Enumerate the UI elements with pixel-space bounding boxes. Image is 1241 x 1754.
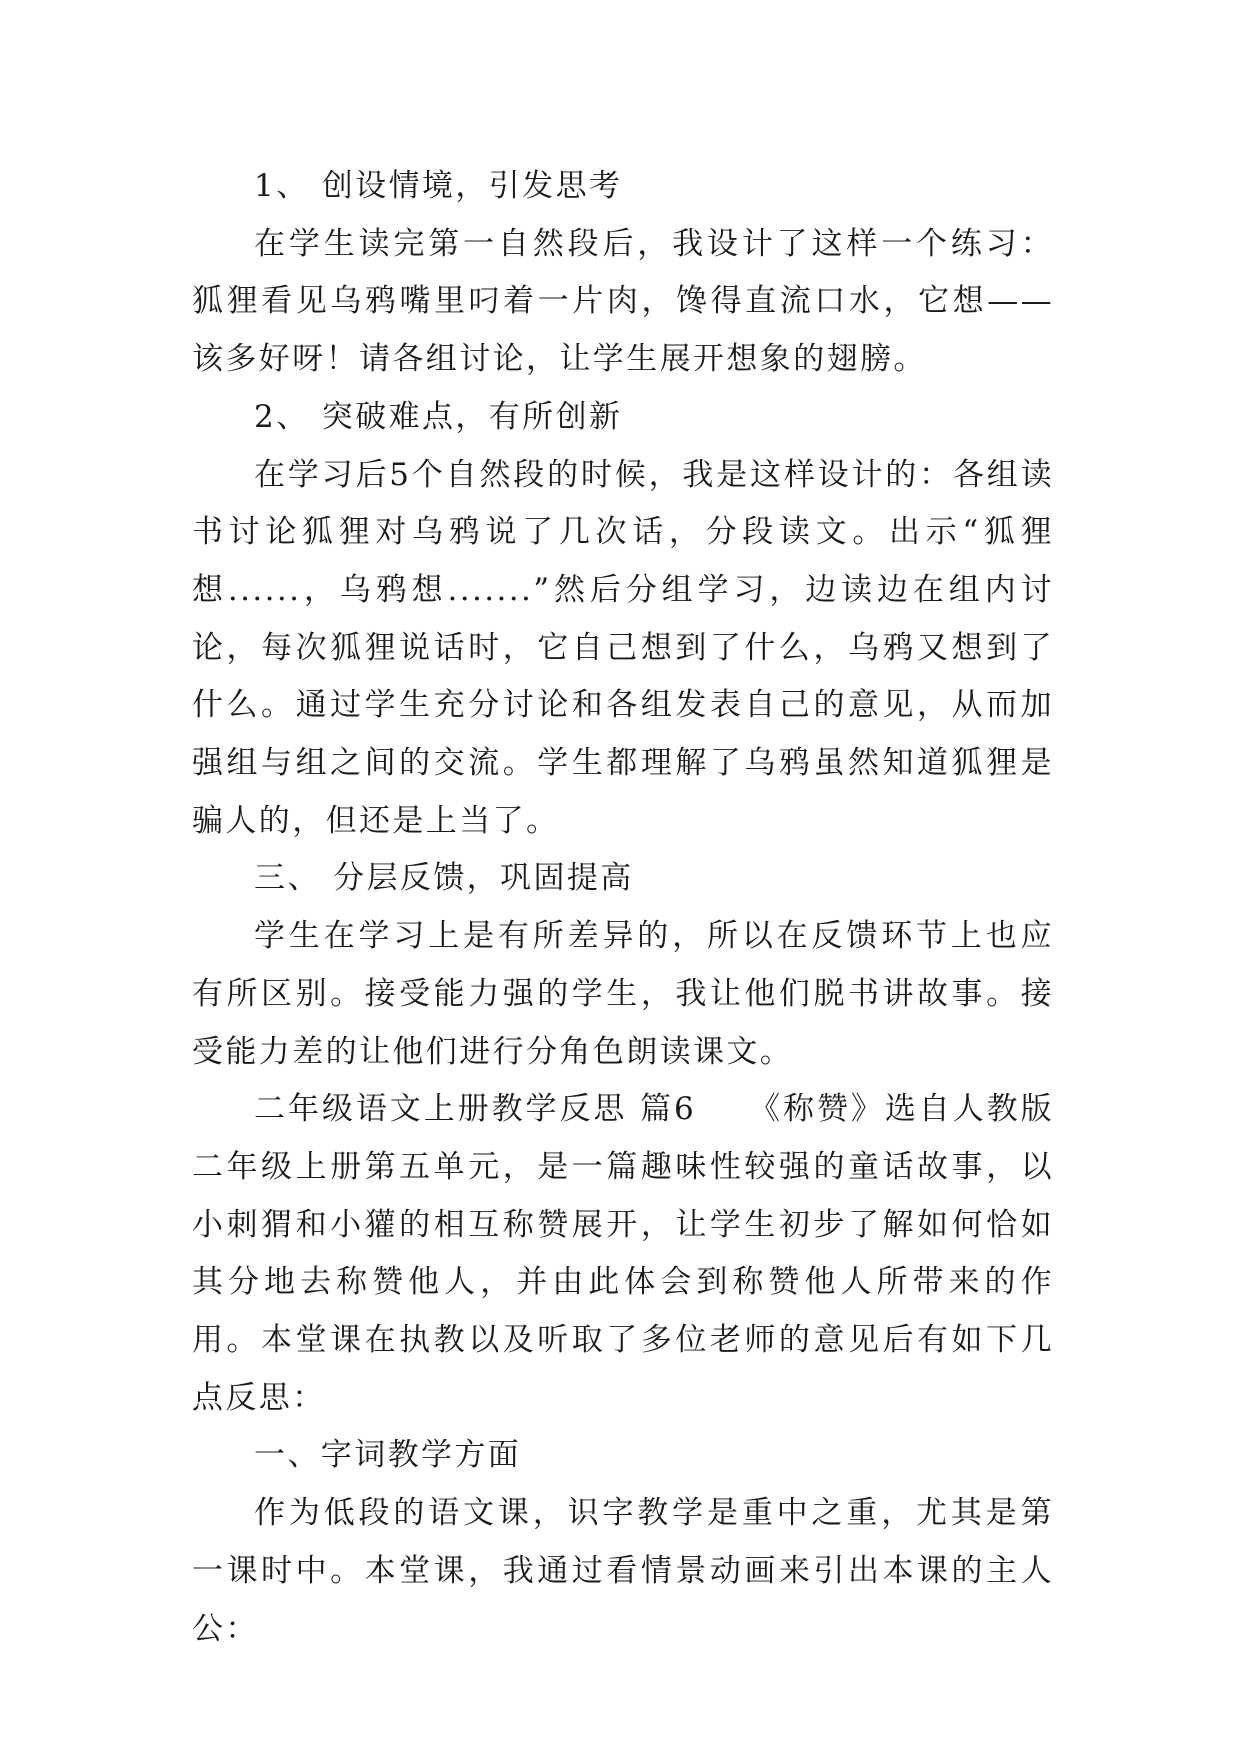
paragraph-2: 在学习后5个自然段的时候，我是这样设计的：各组读书讨论狐狸对乌鸦说了几次话，分段读文。出示“狐狸想......，乌鸦想.......”然后分组学习，边读边在组内讨论，每次狐狸说话时，它自己想到了什么，乌鸦又想到了什么。通过学生充分讨论和各组发表自己的意见，从而加强组与组之间的交流。学生都理解了乌鸦虽然知道狐狸是骗人的，但还是上当了。 xyxy=(192,456,1054,839)
section-heading-3: 三、 分层反馈，巩固提高 xyxy=(254,860,634,897)
paragraph-3: 学生在学习上是有所差异的，所以在反馈环节上也应有所区别。接受能力强的学生，我让他们脱书讲故事。接受能力差的让他们进行分角色朗读课文。 xyxy=(192,918,1054,1070)
section-heading-2: 2、 突破难点，有所创新 xyxy=(254,398,623,435)
paragraph-1: 在学生读完第一自然段后，我设计了这样一个练习：狐狸看见乌鸦嘴里叼着一片肉，馋得直流口水，它想——该多好呀！请各组讨论，让学生展开想象的翅膀。 xyxy=(192,225,1054,378)
section-heading-1: 1、 创设情境，引发思考 xyxy=(254,168,623,204)
document-body xyxy=(192,158,1054,1658)
paragraph-5: 作为低段的语文课，识字教学是重中之重，尤其是第一课时中。本堂课，我通过看情景动画来引出本课的主人公： xyxy=(192,1495,1054,1647)
section-heading-4: 一、字词教学方面 xyxy=(254,1437,522,1474)
paragraph-4: 二年级语文上册教学反思 篇6 《称赞》选自人教版二年级上册第五单元，是一篇趣味性较强的童话故事，以小刺猬和小獾的相互称赞展开，让学生初步了解如何恰如其分地去称赞他人，并由此体会到称赞他人所带来的作用。本堂课在执教以及听取了多位老师的意见后有如下几点反思： xyxy=(192,1091,1054,1416)
